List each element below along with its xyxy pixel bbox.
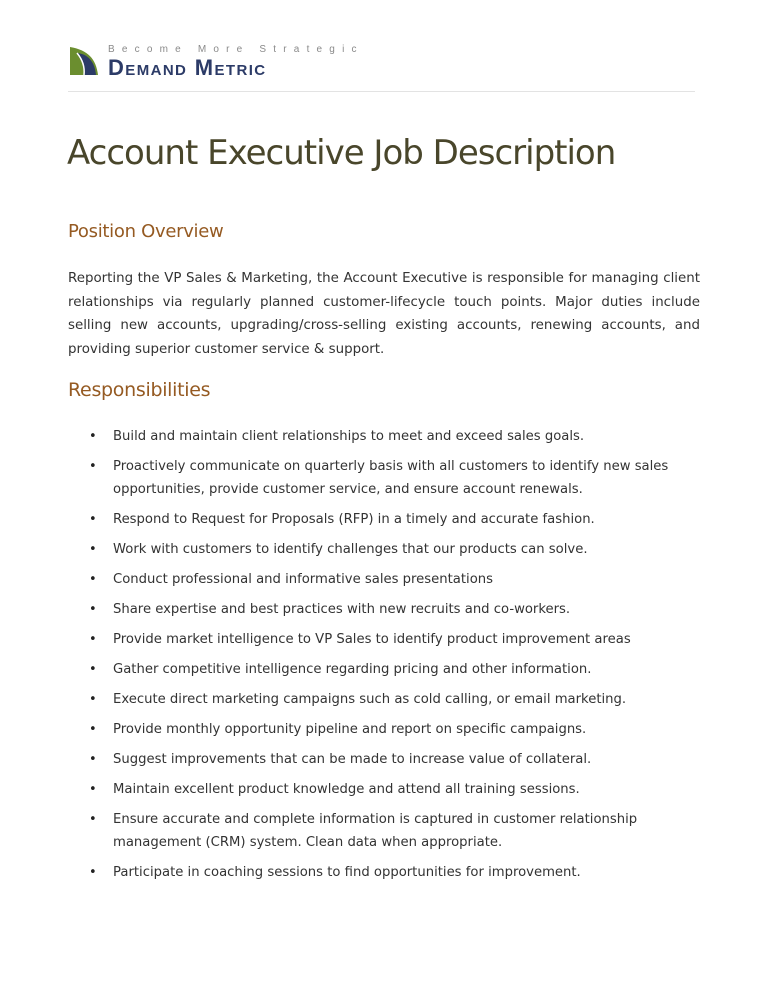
bullet-icon: • <box>89 692 97 707</box>
list-item <box>89 719 693 742</box>
bullet-icon: • <box>89 572 97 587</box>
list-item <box>89 779 693 802</box>
list-item-text: Provide market intelligence to VP Sales to identify product improvement areas <box>113 632 631 647</box>
demand-metric-logo-icon <box>68 45 100 77</box>
list-item <box>89 569 693 592</box>
list-item-text: Conduct professional and informative sales presentations <box>113 572 494 587</box>
bullet-icon: • <box>89 429 97 444</box>
list-item <box>89 629 693 652</box>
list-item <box>89 599 693 622</box>
list-item-text: Respond to Request for Proposals (RFP) in a timely and accurate fashion. <box>113 512 595 527</box>
bullet-icon: • <box>89 602 97 617</box>
bullet-icon: • <box>89 752 97 767</box>
list-item <box>89 426 693 449</box>
bullet-icon: • <box>89 865 97 880</box>
list-item-text: Provide monthly opportunity pipeline and report on specific campaigns. <box>113 722 587 737</box>
list-item-text: Work with customers to identify challenges that our products can solve. <box>113 542 588 557</box>
position-overview-heading: Position Overview <box>68 221 224 242</box>
list-item <box>89 539 693 562</box>
bullet-icon: • <box>89 459 97 474</box>
header-divider <box>68 91 695 92</box>
bullet-icon: • <box>89 782 97 797</box>
list-item <box>89 689 693 712</box>
list-item-text: Maintain excellent product knowledge and attend all training sessions. <box>113 782 580 797</box>
list-item-text: Suggest improvements that can be made to increase value of collateral. <box>113 752 592 767</box>
list-item-text: Participate in coaching sessions to find opportunities for improvement. <box>113 865 581 880</box>
list-item <box>89 509 693 532</box>
list-item <box>89 456 693 501</box>
list-item-text: Gather competitive intelligence regarding pricing and other information. <box>113 662 592 677</box>
list-item <box>89 809 693 854</box>
bullet-icon: • <box>89 812 97 827</box>
list-item <box>89 749 693 772</box>
responsibilities-heading: Responsibilities <box>68 379 211 401</box>
position-overview-text: Reporting the VP Sales & Marketing, the Account Executive is responsible for managing client relationships via regularly planned customer-lifecycle touch points. Major duties include selling new accounts, upgrading/cross-selling existing accounts, renewing accounts, and providing superior customer service & support. <box>68 271 700 357</box>
company-logo <box>68 42 368 82</box>
bullet-icon: • <box>89 662 97 677</box>
list-item <box>89 862 693 885</box>
logo-brand-name: Demand Metric <box>108 55 267 80</box>
logo-tagline: Become More Strategic <box>108 44 364 55</box>
list-item-text: Share expertise and best practices with new recruits and co-workers. <box>113 602 571 617</box>
bullet-icon: • <box>89 512 97 527</box>
bullet-icon: • <box>89 632 97 647</box>
list-item <box>89 659 693 682</box>
list-item-text: Build and maintain client relationships to meet and exceed sales goals. <box>113 429 585 444</box>
list-item-text: Proactively communicate on quarterly basis with all customers to identify new sales opportunities, provide customer service, and ensure account renewals. <box>113 459 669 497</box>
bullet-icon: • <box>89 722 97 737</box>
list-item-text: Execute direct marketing campaigns such as cold calling, or email marketing. <box>113 692 627 707</box>
list-item-text: Ensure accurate and complete information is captured in customer relationship management (CRM) system. Clean data when appropriate. <box>113 812 638 850</box>
bullet-icon: • <box>89 542 97 557</box>
page-title: Account Executive Job Description <box>67 133 616 173</box>
